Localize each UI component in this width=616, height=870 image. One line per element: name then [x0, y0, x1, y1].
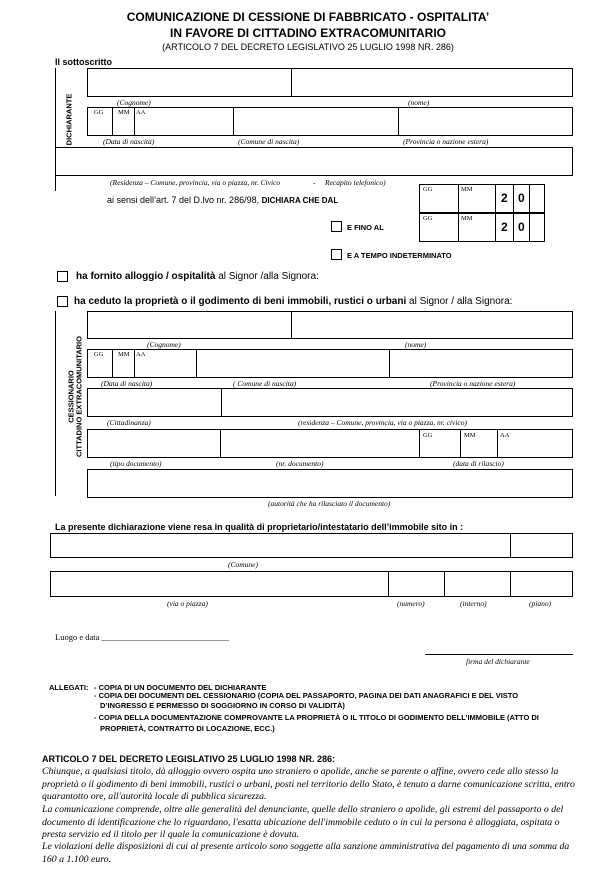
label-residenza: (residenza – Comune, provincia, via o piazza, nr. civico) — [298, 418, 468, 427]
luogo-data-field[interactable]: Luogo e data ______________________________ — [55, 632, 229, 642]
allegato-2-cont: D’INGRESSO E PERMESSO DI SOGGIORNO IN CORSO DI VALIDITÀ) — [100, 701, 345, 710]
year-digit-2: 2 — [501, 220, 508, 234]
mm-label: MM — [461, 186, 473, 193]
label-nome: (nome) — [405, 340, 427, 349]
ceduto-checkbox[interactable] — [57, 296, 68, 307]
cessionario-birth-row[interactable] — [87, 349, 573, 378]
label-via: (via o piazza) — [167, 599, 208, 608]
mm-label: MM — [464, 432, 476, 439]
label-tipo-documento: (tipo documento) — [110, 459, 162, 468]
label-dash: - — [313, 178, 316, 187]
date-from-field[interactable] — [419, 184, 545, 213]
fino-al-checkbox[interactable] — [331, 221, 342, 232]
immobile-comune-row[interactable] — [50, 533, 573, 558]
cessionario-name-row[interactable] — [87, 311, 573, 339]
label-nome: (nome) — [408, 98, 430, 107]
label-autorita: (autorità che ha rilasciato il documento) — [268, 499, 391, 508]
cessionario-side-label-2: CITTADINO EXTRACOMUNITARIO — [74, 336, 84, 457]
immobile-heading: La presente dichiarazione viene resa in qualità di proprietario/intestatario dell’immobile sito in : — [55, 522, 464, 532]
gg-label: GG — [423, 186, 433, 193]
label-cittadinanza: (Cittadinanza) — [107, 418, 151, 427]
form-title: COMUNICAZIONE DI CESSIONE DI FABBRICATO - OSPITALITA’ — [126, 10, 490, 24]
label-data-nascita: (Data di nascita) — [103, 137, 155, 146]
aa-label: AA — [136, 109, 146, 116]
label-provincia: (Provincia o nazione estera) — [403, 137, 489, 146]
dichiarante-side-label: DICHIARANTE — [64, 93, 74, 146]
label-recapito: Recapito telefonico) — [325, 178, 386, 187]
label-interno: (interno) — [460, 599, 487, 608]
label-nr-documento: (nr. documento) — [276, 459, 324, 468]
alloggio-checkbox[interactable] — [57, 271, 68, 282]
allegati-label: ALLEGATI: — [49, 683, 89, 692]
declaration-text: ai sensi dell’art. 7 del D.lvo nr. 286/98, DICHIARA CHE DAL — [107, 195, 339, 205]
year-digit-2: 2 — [501, 191, 508, 205]
cessionario-citizenship-row[interactable] — [87, 388, 573, 417]
gg-label: GG — [423, 215, 433, 222]
label-numero: (numero) — [397, 599, 425, 608]
dichiarante-residence-row[interactable] — [55, 147, 573, 176]
label-cognome: (Cognome) — [147, 340, 181, 349]
allegato-3: - COPIA DELLA DOCUMENTAZIONE COMPROVANTE LA PROPRIETÀ O IL TITOLO DI GODIMENTO DELL’IMMOBILE (ATTO DI — [94, 713, 539, 722]
label-data-rilascio: (data di rilascio) — [453, 459, 504, 468]
year-digit-0: 0 — [518, 220, 525, 234]
form-subtitle: (ARTICOLO 7 DEL DECRETO LEGISLATIVO 25 LUGLIO 1998 NR. 286) — [162, 42, 454, 52]
label-residenza: (Residenza – Comune, provincia, via o piazza, nr. Civico — [110, 178, 281, 187]
form-title-line2: IN FAVORE DI CITTADINO EXTRACOMUNITARIO — [170, 26, 446, 40]
aa-label: AA — [500, 432, 510, 439]
alloggio-label: ha fornito alloggio / ospitalità al Signor /alla Signora: — [76, 271, 319, 282]
allegato-2: - COPIA DEI DOCUMENTI DEL CESSIONARIO (COPIA DEL PASSAPORTO, PAGINA DEI DATI ANAGRAFICI E DEL VISTO — [94, 691, 519, 700]
dichiarante-birth-row[interactable] — [87, 107, 573, 136]
label-piano: (piano) — [529, 599, 552, 608]
sottoscritto-label: Il sottoscritto — [55, 57, 113, 67]
immobile-address-row[interactable] — [50, 571, 573, 597]
label-provincia: (Provincia o nazione estera) — [430, 379, 516, 388]
tempo-indeterminato-checkbox[interactable] — [331, 249, 342, 260]
mm-label: MM — [118, 351, 130, 358]
tempo-indeterminato-label: E A TEMPO INDETERMINATO — [347, 251, 452, 260]
gg-label: GG — [94, 351, 104, 358]
aa-label: AA — [136, 351, 146, 358]
gg-label: GG — [94, 109, 104, 116]
article-paragraph-3: Le violazioni delle disposizioni di cui al presente articolo sono soggette alla sanzione amministrativa del pagamento di una somma da 160 a 1.100 euro. — [42, 841, 570, 865]
date-to-field[interactable] — [419, 213, 545, 242]
mm-label: MM — [461, 215, 473, 222]
label-cognome: (Cognome) — [117, 98, 151, 107]
firma-label: firma del dichiarante — [466, 657, 530, 666]
fino-al-label: E FINO AL — [347, 223, 384, 232]
signature-line[interactable] — [425, 654, 573, 655]
label-comune-nascita: ( Comune di nascita) — [233, 379, 297, 388]
label-comune: (Comune) — [228, 560, 258, 569]
label-comune-nascita: (Comune di nascita) — [238, 137, 300, 146]
gg-label: GG — [423, 432, 433, 439]
ceduto-label: ha ceduto la proprietà o il godimento di beni immobili, rustici o urbani al Signor / alla Signora: — [74, 296, 513, 307]
article-paragraph-2: La comunicazione comprende, oltre alle generalità del denunciante, quelle dello straniero o apolide, gli estremi del passaporto o del documento di identificazione che lo riguardano, l'esatta ubicazione dell'immobile ceduto o in cui la persona è alloggiata, ospitata o presta servizio ed il titolo per il quale la comunicazione è dovuta. — [42, 804, 564, 840]
label-data-nascita: (Data di nascita) — [101, 379, 153, 388]
cessionario-side-label: CESSIONARIO — [66, 370, 76, 423]
article-paragraph-1: Chiunque, a qualsiasi titolo, dà alloggio ovvero ospita uno straniero o apolide, anche se parente o affine, ovvero cede allo stesso la proprietà o il godimento di beni immobili, rustici o urbani, posti nel territorio dello Stato, è tenuto a darne comunicazione scritta, entro quarantotto ore, all'autorità locale di pubblica sicurezza. — [42, 766, 575, 802]
cessionario-authority-row[interactable] — [87, 469, 573, 498]
dichiarante-name-row[interactable] — [87, 68, 573, 97]
year-digit-0: 0 — [518, 191, 525, 205]
mm-label: MM — [118, 109, 130, 116]
article-title: ARTICOLO 7 DEL DECRETO LEGISLATIVO 25 LUGLIO 1998 NR. 286: — [42, 754, 336, 764]
allegato-1: - COPIA DI UN DOCUMENTO DEL DICHIARANTE — [94, 683, 267, 692]
allegato-3-cont: PROPRIETÀ, CONTRATTO DI LOCAZIONE, ECC.) — [100, 724, 275, 733]
